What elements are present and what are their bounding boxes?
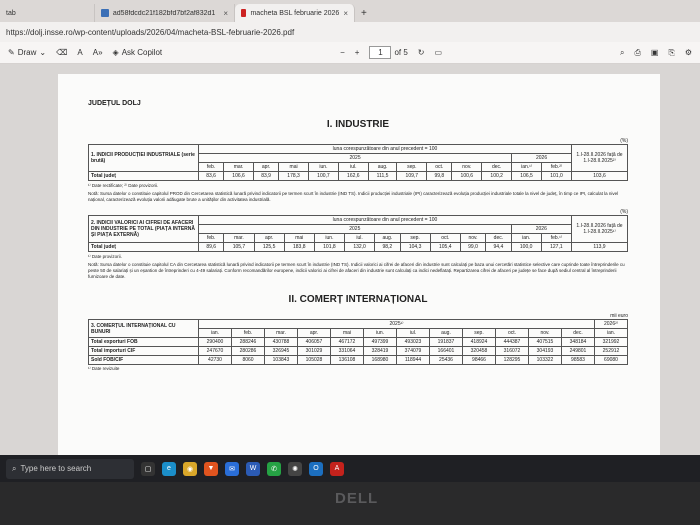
brave-icon[interactable]: ▼ bbox=[204, 462, 218, 476]
address-bar[interactable] bbox=[0, 22, 700, 42]
month-header: sep. bbox=[397, 163, 427, 172]
value-cell: 109,7 bbox=[397, 172, 427, 181]
value-cell: 467172 bbox=[331, 338, 364, 347]
page-nav bbox=[369, 46, 407, 59]
value-cell: 103843 bbox=[265, 356, 298, 365]
month-header: apr. bbox=[298, 329, 331, 338]
pdf-viewer[interactable] bbox=[0, 64, 700, 482]
save-icon[interactable]: ▣ bbox=[650, 48, 659, 57]
value-cell: 98,2 bbox=[375, 243, 400, 252]
value-cell: 348184 bbox=[562, 338, 595, 347]
value-cell: 99,0 bbox=[460, 243, 485, 252]
month-header: dec. bbox=[562, 329, 595, 338]
table-label: 2. INDICII VALORICI AI CIFREI DE AFACERI DIN INDUSTRIE PE TOTAL (PIAȚA INTERNĂ ȘI PIAȚA EXTERNĂ) bbox=[89, 216, 199, 243]
value-cell: 100,7 bbox=[309, 172, 339, 181]
month-header: iul. bbox=[338, 163, 368, 172]
page-number-input[interactable]: 1 bbox=[369, 46, 391, 59]
tab-3[interactable] bbox=[235, 4, 355, 22]
value-cell: 430788 bbox=[265, 338, 298, 347]
chevron-down-icon: ⌄ bbox=[39, 48, 47, 57]
taskbar-search[interactable]: ⌕ Type here to search bbox=[6, 459, 134, 479]
turnover-index-table bbox=[88, 215, 628, 252]
value-cell: 113,9 bbox=[572, 243, 628, 252]
month-header: ian. bbox=[595, 329, 628, 338]
month-header: feb. bbox=[199, 163, 224, 172]
value-cell: 128295 bbox=[496, 356, 529, 365]
value-cell: 406057 bbox=[298, 338, 331, 347]
footnote: ¹⁾ Date rectificate; ²⁾ Date provizorii. bbox=[88, 183, 159, 188]
value-cell: 98583 bbox=[562, 356, 595, 365]
value-cell: 418924 bbox=[463, 338, 496, 347]
month-header: feb.²⁾ bbox=[542, 163, 572, 172]
section-title: II. COMERȚ INTERNAȚIONAL bbox=[288, 294, 428, 305]
value-cell: 304193 bbox=[529, 347, 562, 356]
read-aloud-icon[interactable]: A» bbox=[92, 48, 103, 57]
value-cell: 103322 bbox=[529, 356, 562, 365]
value-cell: 374079 bbox=[397, 347, 430, 356]
value-cell: 105028 bbox=[298, 356, 331, 365]
footnote: ¹⁾ Date revizuite bbox=[88, 366, 120, 371]
print-icon[interactable]: ⎙ bbox=[634, 47, 641, 57]
value-cell: 168980 bbox=[364, 356, 397, 365]
value-cell: 331064 bbox=[331, 347, 364, 356]
month-header: ian. bbox=[199, 329, 232, 338]
year-header: 2026 bbox=[511, 225, 571, 234]
value-cell: 301029 bbox=[298, 347, 331, 356]
month-header: oct. bbox=[427, 163, 452, 172]
year-header: 2025 bbox=[199, 154, 512, 163]
value-cell: 407515 bbox=[529, 338, 562, 347]
table-label: 3. COMERȚUL INTERNAȚIONAL CU BUNURI bbox=[89, 320, 199, 338]
taskbar bbox=[0, 455, 700, 482]
section-title: I. INDUSTRIE bbox=[326, 119, 390, 130]
trade-table bbox=[88, 319, 628, 365]
value-cell: 69080 bbox=[595, 356, 628, 365]
row-label: Total județ bbox=[89, 243, 199, 252]
page-icon bbox=[101, 9, 109, 17]
close-icon[interactable]: × bbox=[343, 8, 348, 18]
value-cell: 191837 bbox=[430, 338, 463, 347]
table-header: luna corespunzătoare din anul precedent = 100 bbox=[199, 145, 572, 154]
mail-icon[interactable]: ✉ bbox=[225, 462, 239, 476]
tab-label: ad58fdcdc21f182bfd7bf2af832d1 bbox=[112, 9, 216, 17]
value-cell: 326945 bbox=[265, 347, 298, 356]
tab-label: tab bbox=[6, 9, 16, 17]
draw-icon: ✎ bbox=[8, 48, 15, 57]
url-text: https://dolj.insse.ro/wp-content/uploads/2026/04/macheta-BSL-februarie-2026.pdf bbox=[6, 27, 295, 37]
table-right-header: 1.I-28.II.2026 față de 1.I-28.II.2025²⁾ bbox=[572, 145, 628, 172]
table-row bbox=[89, 347, 628, 356]
value-cell: 162,6 bbox=[338, 172, 368, 181]
month-header: sep. bbox=[463, 329, 496, 338]
task-view-icon[interactable]: ▢ bbox=[141, 462, 155, 476]
value-cell: 100,6 bbox=[452, 172, 482, 181]
value-cell: 127,1 bbox=[541, 243, 571, 252]
value-cell: 321992 bbox=[595, 338, 628, 347]
month-header: iun. bbox=[309, 163, 339, 172]
ask-copilot-button[interactable]: ◈ Ask Copilot bbox=[112, 48, 163, 57]
value-cell: 166401 bbox=[430, 347, 463, 356]
value-cell: 99,8 bbox=[427, 172, 452, 181]
value-cell: 328419 bbox=[364, 347, 397, 356]
month-header: dec. bbox=[486, 234, 511, 243]
search-icon: ⌕ bbox=[12, 463, 17, 473]
month-header: apr. bbox=[254, 163, 279, 172]
value-cell: 493023 bbox=[397, 338, 430, 347]
month-header: aug. bbox=[375, 234, 400, 243]
month-header: mai bbox=[279, 163, 309, 172]
month-header: feb. bbox=[232, 329, 265, 338]
new-tab-button[interactable]: + bbox=[361, 7, 367, 19]
value-cell: 98466 bbox=[463, 356, 496, 365]
unit-label: (%) bbox=[620, 209, 628, 215]
chatgpt-icon[interactable]: ✺ bbox=[288, 462, 302, 476]
footnote: ¹⁾ Date provizorii. bbox=[88, 254, 122, 259]
value-cell: 136108 bbox=[331, 356, 364, 365]
year-header: 2026²⁾ bbox=[595, 320, 628, 329]
save-as-icon[interactable]: ⎘ bbox=[668, 47, 675, 57]
year-header: 2025 bbox=[199, 225, 512, 234]
search-icon[interactable]: ⌕ bbox=[619, 47, 625, 57]
value-cell: 320458 bbox=[463, 347, 496, 356]
value-cell: 118944 bbox=[397, 356, 430, 365]
county-heading: JUDEȚUL DOLJ bbox=[88, 100, 141, 107]
edge-icon[interactable]: e bbox=[162, 462, 176, 476]
row-label: Total exporturi FOB bbox=[89, 338, 199, 347]
value-cell: 101,8 bbox=[314, 243, 344, 252]
value-cell: 183,8 bbox=[284, 243, 314, 252]
copilot-icon: ◈ bbox=[112, 48, 119, 57]
month-header: aug. bbox=[430, 329, 463, 338]
value-cell: 94,4 bbox=[486, 243, 511, 252]
value-cell: 249801 bbox=[562, 347, 595, 356]
chrome-icon[interactable]: ◉ bbox=[183, 462, 197, 476]
value-cell: 111,5 bbox=[368, 172, 397, 181]
note: Notă: Sursa datelor o constituie capitolul CA din Cercetarea statistică lunară privind indicatorii pe termen scurt în industrie (IND TS). Indicii valorici ai cifrei de afaceri din industrie sunt calculați pe baza unui cercetări statistice selective care cuprinde toate întreprinderile cu peste 50 de salariați și un eșantion de întreprinderi cu 4-49 salariați. Conform recomandărilor europene, indicii valorici ai cifrei de afaceri din industrie sunt calculați ca indici nedeflatați. Repartizarea cifrei de afaceri pe județe se face după sediul central al întreprinderii furnizoare de date. bbox=[88, 262, 625, 279]
month-header: mar. bbox=[224, 234, 254, 243]
month-header: iul. bbox=[397, 329, 430, 338]
month-header: aug. bbox=[368, 163, 397, 172]
value-cell: 25436 bbox=[430, 356, 463, 365]
value-cell: 105,4 bbox=[430, 243, 460, 252]
zoom-in-button[interactable]: + bbox=[354, 48, 360, 57]
month-header: oct. bbox=[496, 329, 529, 338]
year-header: 2025¹⁾ bbox=[199, 320, 595, 329]
value-cell: 280286 bbox=[232, 347, 265, 356]
month-header: iun. bbox=[364, 329, 397, 338]
tab-label: macheta BSL februarie 2026 bbox=[250, 9, 340, 17]
tab-bar bbox=[0, 0, 700, 22]
dell-logo: DELL bbox=[335, 490, 379, 507]
value-cell: 252912 bbox=[595, 347, 628, 356]
value-cell: 247670 bbox=[199, 347, 232, 356]
close-icon[interactable]: × bbox=[223, 8, 228, 18]
value-cell: 83,6 bbox=[199, 172, 224, 181]
month-header: iul. bbox=[345, 234, 375, 243]
value-cell: 101,0 bbox=[542, 172, 572, 181]
month-header: oct. bbox=[430, 234, 460, 243]
outlook-icon[interactable]: O bbox=[309, 462, 323, 476]
month-header: sep. bbox=[400, 234, 430, 243]
value-cell: 104,3 bbox=[400, 243, 430, 252]
month-header: mar. bbox=[265, 329, 298, 338]
month-header: ian. bbox=[511, 234, 541, 243]
table-row bbox=[89, 356, 628, 365]
value-cell: 178,3 bbox=[279, 172, 309, 181]
rotate-icon[interactable]: ↻ bbox=[417, 48, 425, 57]
pdf-toolbar bbox=[0, 42, 700, 64]
value-cell: 105,7 bbox=[224, 243, 254, 252]
draw-button[interactable]: ✎ Draw ⌄ bbox=[8, 48, 47, 57]
year-header: 2026 bbox=[512, 154, 572, 163]
settings-icon[interactable]: ⚙ bbox=[684, 48, 693, 57]
month-header: mai bbox=[284, 234, 314, 243]
value-cell: 132,0 bbox=[345, 243, 375, 252]
value-cell: 8060 bbox=[232, 356, 265, 365]
text-icon[interactable]: A bbox=[77, 48, 83, 57]
value-cell: 106,5 bbox=[512, 172, 542, 181]
month-header: nov. bbox=[529, 329, 562, 338]
word-icon[interactable]: W bbox=[246, 462, 260, 476]
month-header: mai bbox=[331, 329, 364, 338]
table-label: 1. INDICII PRODUCȚIEI INDUSTRIALE (serie brută) bbox=[89, 145, 199, 172]
whatsapp-icon[interactable]: ✆ bbox=[267, 462, 281, 476]
table-right-header: 1.I-28.II.2026 față de 1.I-28.II.2025¹⁾ bbox=[572, 216, 628, 243]
tab-2[interactable] bbox=[95, 4, 235, 22]
eraser-icon[interactable]: ⌫ bbox=[56, 48, 68, 57]
month-header: ian.¹⁾ bbox=[512, 163, 542, 172]
industrial-production-table bbox=[88, 144, 628, 181]
value-cell: 103,6 bbox=[572, 172, 628, 181]
value-cell: 83,9 bbox=[254, 172, 279, 181]
fit-page-icon[interactable]: ▭ bbox=[434, 48, 443, 57]
value-cell: 125,5 bbox=[254, 243, 284, 252]
month-header: nov. bbox=[452, 163, 482, 172]
unit-label: mii euro bbox=[610, 313, 628, 319]
row-label: Total județ bbox=[89, 172, 199, 181]
value-cell: 316072 bbox=[496, 347, 529, 356]
month-header: dec. bbox=[482, 163, 512, 172]
value-cell: 444387 bbox=[496, 338, 529, 347]
pdf-icon bbox=[241, 9, 246, 17]
table-header: luna corespunzătoare din anul precedent = 100 bbox=[199, 216, 572, 225]
value-cell: 497399 bbox=[364, 338, 397, 347]
value-cell: 106,6 bbox=[224, 172, 254, 181]
tab-1[interactable] bbox=[0, 4, 95, 22]
value-cell: 89,6 bbox=[199, 243, 224, 252]
row-label: Sold FOB/CIF bbox=[89, 356, 199, 365]
month-header: nov. bbox=[460, 234, 485, 243]
month-header: feb.¹⁾ bbox=[541, 234, 571, 243]
zoom-out-button[interactable]: − bbox=[340, 48, 345, 57]
value-cell: 42730 bbox=[199, 356, 232, 365]
table-row bbox=[89, 338, 628, 347]
pdf-page bbox=[58, 74, 660, 482]
month-header: apr. bbox=[254, 234, 284, 243]
acrobat-icon[interactable]: A bbox=[330, 462, 344, 476]
month-header: mar. bbox=[224, 163, 254, 172]
month-header: feb. bbox=[199, 234, 224, 243]
note: Notă: Sursa datelor o constituie capitolul PROD din Cercetarea statistică lunară privind indicatorii pe termen scurt în industrie (IND TS). Indicii producției industriale (IPI) caracterizează evoluția producției industriale totale la nivel de județ, în timp ce IPI, calculat la nivel național, caracterizează evoluția valorii adăugate brute a unităților din activitatea industrială. bbox=[88, 191, 619, 202]
month-header: iun. bbox=[314, 234, 344, 243]
value-cell: 288246 bbox=[232, 338, 265, 347]
unit-label: (%) bbox=[620, 138, 628, 144]
page-count: of 5 bbox=[394, 48, 408, 57]
value-cell: 100,0 bbox=[511, 243, 541, 252]
value-cell: 100,2 bbox=[482, 172, 512, 181]
row-label: Total importuri CIF bbox=[89, 347, 199, 356]
value-cell: 290400 bbox=[199, 338, 232, 347]
